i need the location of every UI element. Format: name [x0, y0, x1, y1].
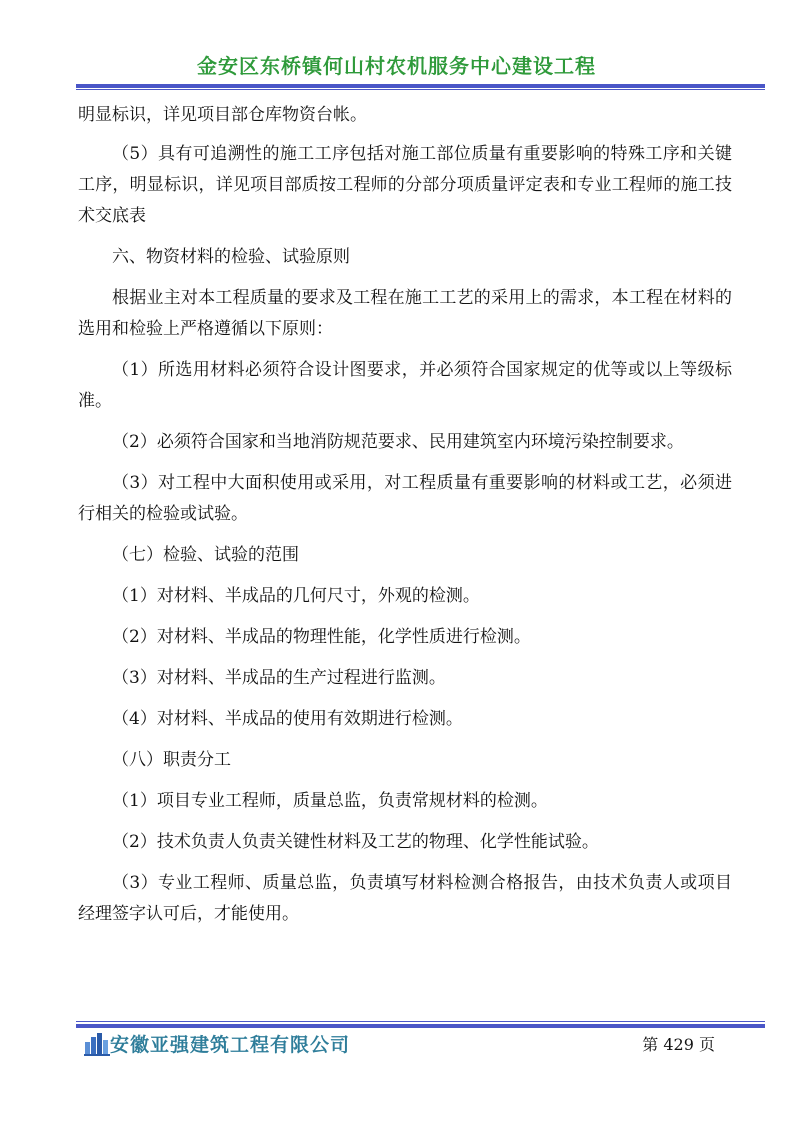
list-item: （3）专业工程师、质量总监，负责填写材料检测合格报告，由技术负责人或项目经理签字认可后，才能使用。: [78, 873, 732, 924]
paragraph: 根据业主对本工程质量的要求及工程在施工工艺的采用上的需求，本工程在材料的选用和检验上严格遵循以下原则：: [78, 288, 732, 339]
list-item: （1）对材料、半成品的几何尺寸，外观的检测。: [112, 586, 480, 606]
list-item: （1）所选用材料必须符合设计图要求，并必须符合国家规定的优等或以上等级标准。: [78, 360, 732, 411]
paragraph: 明显标识，详见项目部仓库物资台帐。: [78, 105, 367, 125]
paragraph: （5）具有可追溯性的施工工序包括对施工部位质量有重要影响的特殊工序和关键工序，明显标识，详见项目部质按工程师的分部分项质量评定表和专业工程师的施工技术交底表: [78, 144, 732, 226]
building-logo-icon: [84, 1032, 110, 1056]
section-heading: 六、物资材料的检验、试验原则: [112, 247, 350, 267]
header-rule-thick: [76, 84, 765, 88]
list-item: （2）技术负责人负责关键性材料及工艺的物理、化学性能试验。: [112, 832, 599, 852]
list-item: （3）对材料、半成品的生产过程进行监测。: [112, 668, 446, 688]
header-rule-thin: [76, 89, 765, 90]
document-body: [78, 100, 732, 940]
list-item: （2）对材料、半成品的物理性能，化学性质进行检测。: [112, 627, 531, 647]
footer-rule-thick: [76, 1024, 765, 1028]
footer-company-name: 安徽亚强建筑工程有限公司: [110, 1034, 351, 1056]
page-header-title: 金安区东桥镇何山村农机服务中心建设工程: [197, 54, 596, 78]
section-heading: （八）职责分工: [112, 750, 231, 770]
list-item: （2）必须符合国家和当地消防规范要求、民用建筑室内环境污染控制要求。: [112, 432, 684, 452]
list-item: （1）项目专业工程师，质量总监，负责常规材料的检测。: [112, 791, 548, 811]
list-item: （4）对材料、半成品的使用有效期进行检测。: [112, 709, 463, 729]
section-heading: （七）检验、试验的范围: [112, 545, 299, 565]
page-number: 第 429 页: [642, 1035, 715, 1054]
footer-rule-thin: [76, 1021, 765, 1022]
list-item: （3）对工程中大面积使用或采用，对工程质量有重要影响的材料或工艺，必须进行相关的检验或试验。: [78, 473, 732, 524]
